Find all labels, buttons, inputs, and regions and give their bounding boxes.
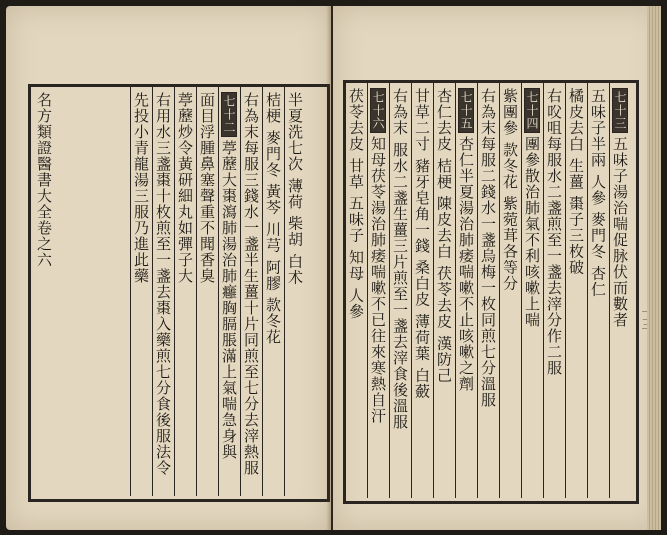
text-column [155,92,170,476]
text-column [265,92,280,345]
text-column [546,88,561,376]
entry-number-badge: 七十六 [370,88,386,133]
column-text: 甘草二寸 豬牙皂角一錢 桑白皮 薄荷葉 白蘞 [413,88,431,400]
open-book [6,6,661,530]
column-text: 半夏洗七次 薄荷 柴胡 白术 [286,92,304,286]
page-edge [647,6,661,530]
right-page [333,6,661,530]
column-text: 杏仁去皮 桔梗 陳皮去白 茯苓去皮 漢防己 [435,88,453,384]
column-text: 團參散治肺氣不利咳嗽上喘 [523,136,541,328]
column-rule [367,80,368,498]
text-column [568,88,583,276]
column-rule [433,80,434,498]
text-column [458,88,474,392]
column-rule [521,80,522,498]
column-text: 右㕮咀每服水二盞煎至一盞去滓分作二服 [545,88,563,376]
text-column [392,88,407,430]
column-text: 右為末 服水二盞生薑三片煎至一盞去滓食後溫服 [391,88,409,430]
column-text: 面目浮腫鼻塞聲重不聞香臭 [198,92,216,284]
column-text: 右用水三盞棗十枚煎至一盞去棗入藥煎七分食後服法令 [154,92,172,476]
column-text: 葶藶炒令黃研細丸如彈子大 [176,92,194,284]
text-column [177,92,192,284]
entry-number-badge: 七十二 [221,92,237,137]
left-page [6,6,331,530]
column-text: 五味子半兩 人參 麥門冬 杏仁 [589,88,607,298]
column-rule [240,84,241,496]
text-column [199,92,214,284]
text-column [221,92,237,460]
text-column [436,88,451,383]
column-text: 五味子湯治喘促脉伏而數者 [611,136,629,328]
text-column [502,88,517,292]
column-text: 桔梗 麥門冬 黃芩 川芎 阿膠 款冬花 [264,92,282,345]
column-rule [477,80,478,498]
column-rule [455,80,456,498]
column-rule [609,80,610,498]
column-rule [218,84,219,496]
column-text: 先投小青龍湯三服乃進此藥 [132,92,150,284]
entry-number-badge: 七十五 [458,88,474,133]
book-title: 名方類證醫書大全卷之六 [35,92,53,268]
column-rule [543,80,544,498]
column-rule [130,84,131,496]
column-rule [196,84,197,496]
column-text: 橘皮去白 生薑 棗子三枚破 [567,88,585,276]
column-rule [411,80,412,498]
entry-number-badge: 七十三 [612,88,628,133]
text-column [287,92,302,285]
column-text: 知母茯苓湯治肺痿喘嗽不已往來寒熱自汗 [369,136,387,424]
column-rule [389,80,390,498]
column-rule [499,80,500,498]
column-rule [565,80,566,498]
column-rule [587,80,588,498]
column-rule [345,80,346,498]
column-rule [262,84,263,496]
column-text: 杏仁半夏湯治肺痿喘嗽不止咳嗽之劑 [457,136,475,392]
text-column [590,88,605,297]
column-rule [174,84,175,496]
column-rule [284,84,285,496]
text-column [414,88,429,399]
entry-number-badge: 七十四 [524,88,540,133]
text-column [370,88,386,424]
column-text: 紫團參 款冬花 紫菀茸各等分 [501,88,519,292]
column-rule [152,84,153,496]
column-text: 右為末每服二錢水一盞烏梅一枚同煎七分溫服 [479,88,497,408]
text-column [524,88,540,328]
text-column [133,92,148,284]
column-text: 右為末每服三錢水一盞半生薑十片同煎至七分去滓熱服 [242,92,260,476]
text-column [348,88,363,319]
text-column [243,92,258,476]
text-column [480,88,495,408]
column-text: 葶藶大棗瀉肺湯治肺癰胸膈脹滿上氣喘急身與 [220,140,238,460]
text-column [612,88,628,328]
column-text: 茯苓去皮 甘草 五味子 知母 人參 [347,88,365,320]
